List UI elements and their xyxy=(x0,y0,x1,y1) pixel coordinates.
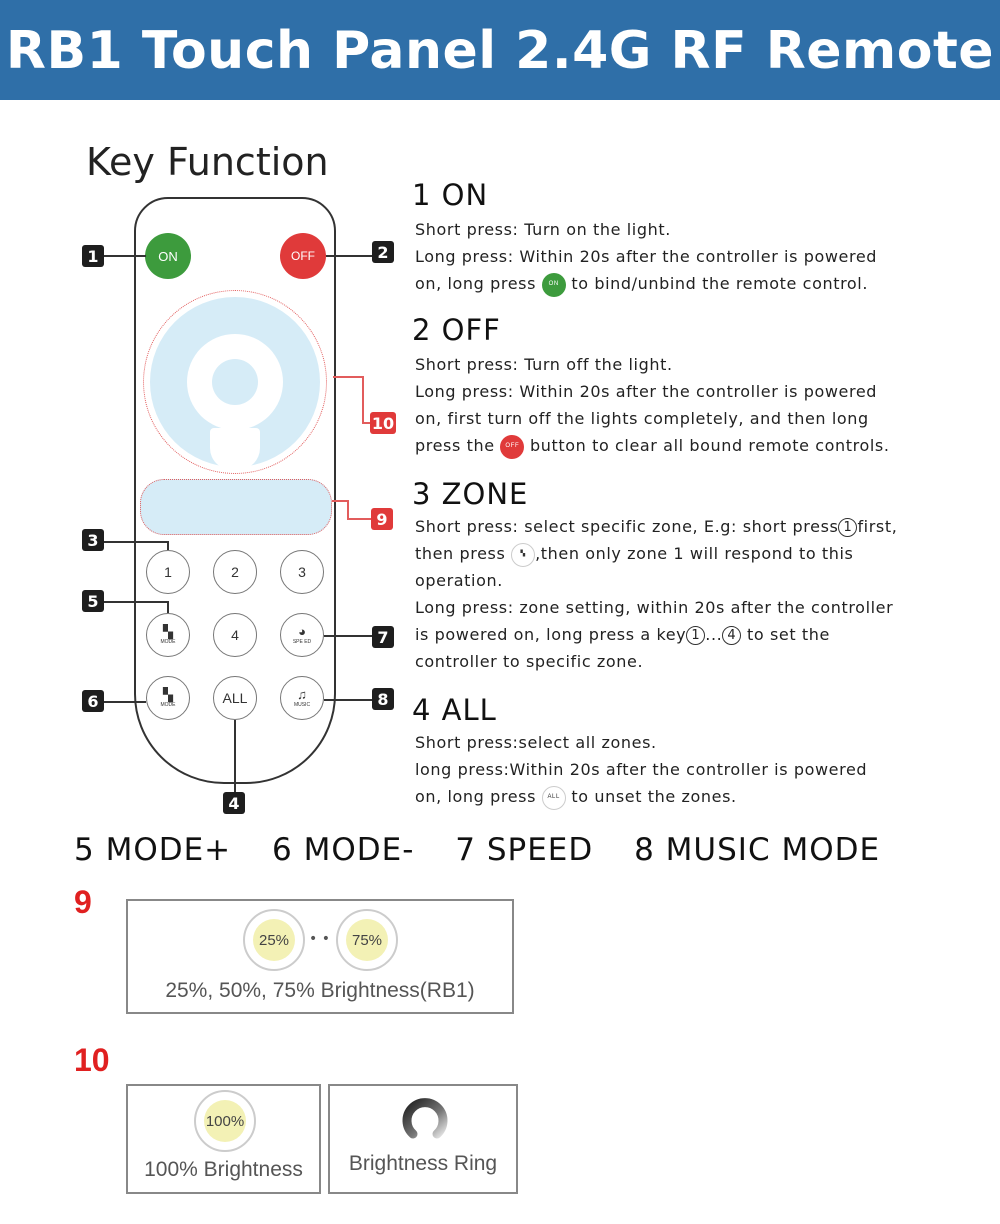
brightness-100-indicator xyxy=(194,1090,256,1152)
leader-line-2 xyxy=(326,255,372,257)
brightness-ring-gap xyxy=(210,428,260,470)
brightness-preset-caption: 25%, 50%, 75% Brightness(RB1) xyxy=(165,979,475,1002)
zone-number-icon: 1 xyxy=(838,518,857,537)
function-on-text xyxy=(415,216,877,297)
on-button-icon: ON xyxy=(542,273,566,297)
function-off-title: 2 OFF xyxy=(412,313,501,347)
callout-4: 4 xyxy=(223,792,245,814)
function-zone-title: 3 ZONE xyxy=(412,477,529,511)
callout-9: 9 xyxy=(371,508,393,530)
function-off-line: Long press: Within 20s after the controller is powered xyxy=(415,382,878,401)
brightness-75-indicator xyxy=(336,909,398,971)
function-all-line: on, long press ALL to unset the zones. xyxy=(415,783,867,810)
music-mode-legend: 8 MUSIC MODE xyxy=(634,832,881,868)
leader-line-9c xyxy=(347,518,371,520)
leader-line-10b xyxy=(362,376,364,423)
music-button[interactable] xyxy=(280,676,324,720)
brightness-ring-caption: Brightness Ring xyxy=(348,1152,498,1175)
zone-2-label: 2 xyxy=(231,564,239,580)
brightness-ring-core xyxy=(212,359,258,405)
function-zone-line: is powered on, long press a key 1 ... 4 to set the xyxy=(415,625,830,644)
all-label: ALL xyxy=(222,690,248,706)
callout-3: 3 xyxy=(82,529,104,551)
key-function-title: Key Function xyxy=(86,140,329,184)
callout-6: 6 xyxy=(82,690,104,712)
leader-line-3b xyxy=(167,541,169,550)
zone-4-label: 4 xyxy=(231,627,239,643)
mode-plus-icon: ▚ xyxy=(163,624,173,639)
leader-line-9b xyxy=(347,500,349,519)
off-button-icon: OFF xyxy=(500,435,524,459)
brightness-preset-panel xyxy=(126,899,514,1014)
callout-10: 10 xyxy=(371,413,395,433)
dots-separator: • • xyxy=(309,931,330,947)
mode-plus-legend: 5 MODE+ xyxy=(74,832,232,868)
leader-line-5b xyxy=(167,601,169,613)
leader-line-4 xyxy=(234,720,236,793)
function-all-text xyxy=(415,729,867,810)
leader-line-5a xyxy=(104,601,168,603)
function-on-line: on, long press ON to bind/unbind the remote control. xyxy=(415,270,877,297)
zone-1-label: 1 xyxy=(164,564,172,580)
function-off-text xyxy=(415,351,890,459)
zone-4-button[interactable] xyxy=(213,613,257,657)
zone-number-icon: 1 xyxy=(686,626,705,645)
mode-minus-icon: ▚ xyxy=(163,687,173,702)
section-10-number: 10 xyxy=(74,1042,110,1078)
mode-button-icon: ▚ xyxy=(511,543,535,567)
callout-1: 1 xyxy=(82,245,104,267)
full-brightness-caption: 100% Brightness xyxy=(144,1158,303,1181)
function-on-line: Long press: Within 20s after the controller is powered xyxy=(415,247,878,266)
zone-number-icon: 4 xyxy=(722,626,741,645)
callout-2: 2 xyxy=(372,241,394,263)
callout-8: 8 xyxy=(372,688,394,710)
brightness-ring-icon xyxy=(397,1090,453,1146)
title-banner xyxy=(0,0,1000,100)
function-zone-line: then press ▚ ,then only zone 1 will respond to this xyxy=(415,540,897,567)
speed-caption: SPE ED xyxy=(292,639,312,645)
on-button-label: ON xyxy=(158,248,178,264)
off-button-label: OFF xyxy=(291,249,315,263)
function-off-line: press the OFF button to clear all bound remote controls. xyxy=(415,432,890,459)
music-icon: ♫ xyxy=(297,687,307,702)
brightness-25-label: 25% xyxy=(258,931,290,949)
leader-line-6 xyxy=(104,701,146,703)
all-button[interactable] xyxy=(213,676,257,720)
all-button-icon: ALL xyxy=(542,786,566,810)
mode-minus-button[interactable] xyxy=(146,676,190,720)
mode-minus-caption: MODE xyxy=(160,702,176,708)
music-caption: MUSIC xyxy=(293,702,311,708)
leader-line-9a xyxy=(332,500,348,502)
zone-3-button[interactable] xyxy=(280,550,324,594)
speed-legend: 7 SPEED xyxy=(455,832,594,868)
function-zone-line: Short press: select specific zone, E.g: short press 1 first, xyxy=(415,517,898,536)
mode-legend xyxy=(74,832,910,868)
leader-line-8 xyxy=(324,699,372,701)
leader-line-7 xyxy=(324,635,372,637)
function-zone-line: operation. xyxy=(415,571,503,590)
brightness-25-indicator xyxy=(243,909,305,971)
function-zone-text xyxy=(415,513,897,675)
function-all-line: Short press:select all zones. xyxy=(415,733,657,752)
zone-1-button[interactable] xyxy=(146,550,190,594)
function-off-line: on, first turn off the lights completely, and then long xyxy=(415,409,869,428)
page-title: RB1 Touch Panel 2.4G RF Remote xyxy=(5,21,995,81)
speed-icon: ◕ xyxy=(298,624,306,639)
function-on-title: 1 ON xyxy=(412,178,489,212)
callout-7: 7 xyxy=(372,626,394,648)
section-9-number: 9 xyxy=(74,884,92,920)
function-all-title: 4 ALL xyxy=(412,693,497,727)
brightness-75-label: 75% xyxy=(351,931,383,949)
brightness-ring-panel xyxy=(328,1084,518,1194)
function-on-line: Short press: Turn on the light. xyxy=(415,220,671,239)
brightness-slider[interactable] xyxy=(140,479,332,535)
leader-line-10a xyxy=(333,376,363,378)
zone-3-label: 3 xyxy=(298,564,306,580)
function-off-line: Short press: Turn off the light. xyxy=(415,355,673,374)
brightness-100-label: 100% xyxy=(205,1112,245,1130)
mode-plus-caption: MODE xyxy=(160,639,176,645)
function-zone-line: Long press: zone setting, within 20s after the controller xyxy=(415,598,894,617)
on-button[interactable] xyxy=(145,233,191,279)
function-zone-line: controller to specific zone. xyxy=(415,652,644,671)
zone-2-button[interactable] xyxy=(213,550,257,594)
function-all-line: long press:Within 20s after the controller is powered xyxy=(415,760,868,779)
leader-line-1 xyxy=(104,255,146,257)
full-brightness-panel xyxy=(126,1084,321,1194)
mode-minus-legend: 6 MODE- xyxy=(272,832,415,868)
off-button[interactable] xyxy=(280,233,326,279)
mode-plus-button[interactable] xyxy=(146,613,190,657)
speed-button[interactable] xyxy=(280,613,324,657)
leader-line-3a xyxy=(104,541,168,543)
callout-5: 5 xyxy=(82,590,104,612)
